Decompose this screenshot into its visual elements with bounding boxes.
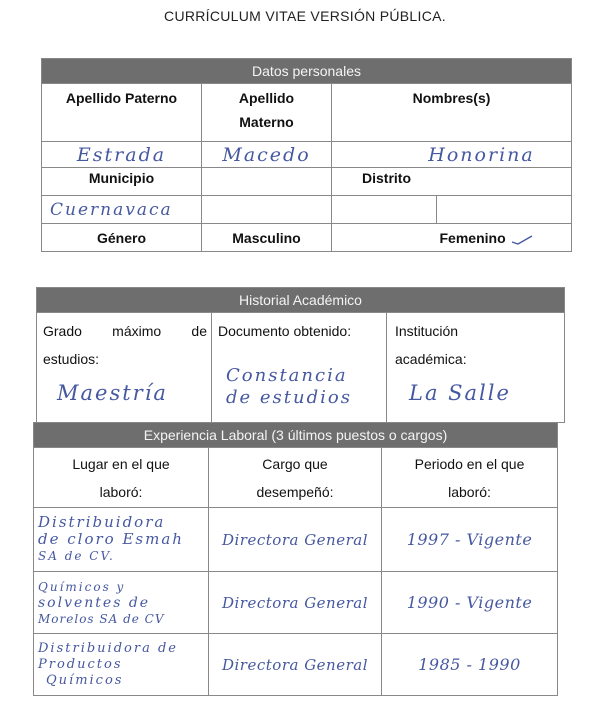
apellido-materno-value: Macedo [202, 142, 332, 168]
municipio-blank-cell [202, 168, 332, 196]
empty-cell-c [437, 196, 572, 224]
academic-history-table [36, 287, 565, 423]
municipio-value: Cuernavaca [42, 196, 202, 224]
municipio-label: Municipio [42, 168, 202, 196]
lugar-value: Químicos y solventes de Morelos SA de CV [34, 572, 209, 634]
periodo-label: Periodo en el que laboró: [382, 448, 558, 508]
document-title: CURRÍCULUM VITAE VERSIÓN PÚBLICA. [164, 8, 446, 24]
periodo-value: 1997 - Vigente [382, 508, 558, 572]
cargo-value: Directora General [209, 634, 382, 696]
academic-history-header: Historial Académico [37, 288, 565, 313]
cargo-value: Directora General [209, 572, 382, 634]
documento-value: Constancia de estudios [226, 365, 352, 408]
nombres-label: Nombres(s) [332, 84, 572, 142]
lugar-value: Distribuidora de Productos Químicos [34, 634, 209, 696]
table-row [34, 634, 558, 696]
femenino-label: Femenino [439, 229, 506, 246]
documento-cell [212, 313, 387, 423]
grado-value: Maestría [57, 381, 168, 405]
cargo-label: Cargo que desempeñó: [209, 448, 382, 508]
table-row [34, 572, 558, 634]
institucion-cell [387, 313, 565, 423]
grado-cell [37, 313, 212, 423]
grado-label: Grado máximo de estudios: [43, 323, 207, 367]
lugar-value: Distribuidora de cloro Esmah SA de CV. [34, 508, 209, 572]
cargo-value: Directora General [209, 508, 382, 572]
periodo-value: 1990 - Vigente [382, 572, 558, 634]
institucion-label: Institución académica: [395, 323, 467, 367]
empty-cell-b [332, 196, 437, 224]
empty-cell-a [202, 196, 332, 224]
distrito-label: Distrito [332, 168, 572, 196]
documento-label: Documento obtenido: [218, 323, 352, 339]
personal-data-header: Datos personales [42, 59, 572, 84]
work-experience-header: Experiencia Laboral (3 últimos puestos o cargos) [34, 423, 558, 448]
femenino-cell [332, 224, 572, 252]
masculino-label: Masculino [202, 224, 332, 252]
apellido-paterno-value: Estrada [42, 142, 202, 168]
apellido-materno-label: Apellido Materno [202, 84, 332, 142]
checkmark-icon [510, 233, 534, 245]
work-experience-table [33, 422, 558, 696]
periodo-value: 1985 - 1990 [382, 634, 558, 696]
table-row [34, 508, 558, 572]
genero-label: Género [42, 224, 202, 252]
personal-data-table [41, 58, 572, 252]
institucion-value: La Salle [409, 381, 511, 405]
lugar-label: Lugar en el que laboró: [34, 448, 209, 508]
apellido-paterno-label: Apellido Paterno [42, 84, 202, 142]
nombres-value: Honorina [332, 142, 572, 168]
